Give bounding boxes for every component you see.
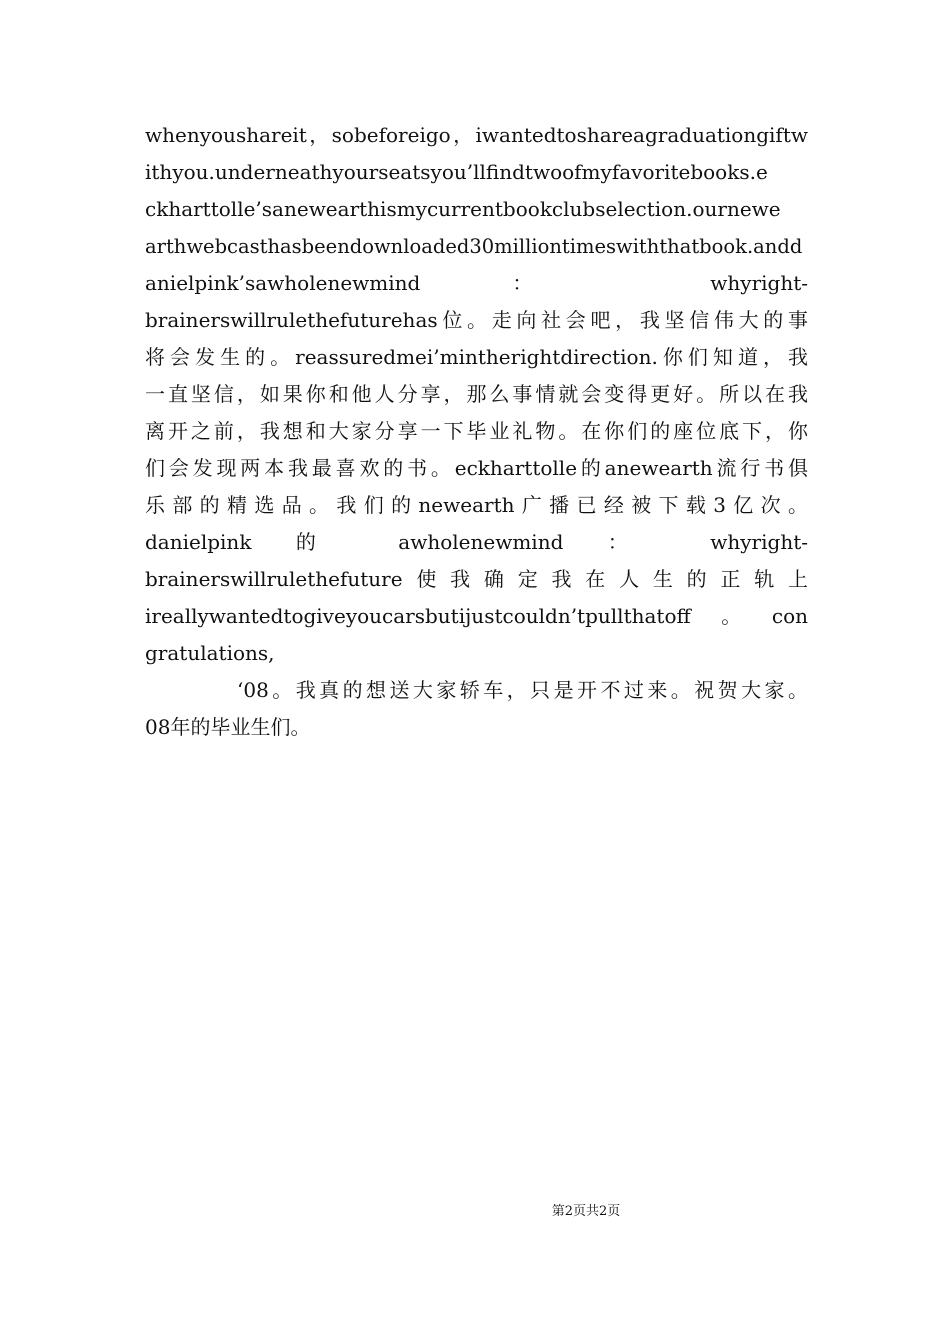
text-line: ‘08。我真的想送大家轿车，只是开不过来。祝贺大家。 [237,678,808,702]
text-line: 08年的毕业生们。 [145,715,311,739]
text-line: 们会发现两本我最喜欢的书。eckharttolle的anewearth流行书俱 [145,456,808,480]
text-line: danielpink 的 awholenewmind ： whyright- [145,530,808,554]
text-line: ireallywantedtogiveyoucarsbutijustcouldn’tpullthatoff。con [145,604,808,628]
text-line: ithyou.underneathyourseatsyou’llfindtwoofmyfavoritebooks.e [145,160,768,184]
text-line: arthwebcasthasbeendownloaded30milliontimeswiththatbook.andd [145,235,803,258]
paragraph-2 [145,672,808,746]
text-line: ckharttolle’sanewearthismycurrentbookclubselection.ournewe [145,197,781,221]
paragraph-1 [145,117,808,672]
text-line: 将会发生的。reassuredmei’mintherightdirection.你们知道，我 [145,345,808,369]
text-line: brainerswillrulethefuturehas位。走向社会吧，我坚信伟大的事 [145,308,808,332]
text-line: 一直坚信，如果你和他人分享，那么事情就会变得更好。所以在我 [145,382,808,406]
text-line: whenyoushareit，sobeforeigo，iwantedtoshareagraduationgiftw [145,123,808,147]
text-line: 离开之前，我想和大家分享一下毕业礼物。在你们的座位底下，你 [145,419,808,443]
text-line: anielpink’sawholenewmind ： whyright- [145,271,808,295]
text-line: gratulations, [145,641,275,665]
document-body [145,117,808,746]
page-number-footer: 第2页共2页 [551,1204,621,1219]
text-line: brainerswillrulethefuture使我确定我在人生的正轨上 [145,567,808,591]
text-line: 乐部的精选品。我们的newearth广播已经被下载3亿次。 [145,493,808,517]
